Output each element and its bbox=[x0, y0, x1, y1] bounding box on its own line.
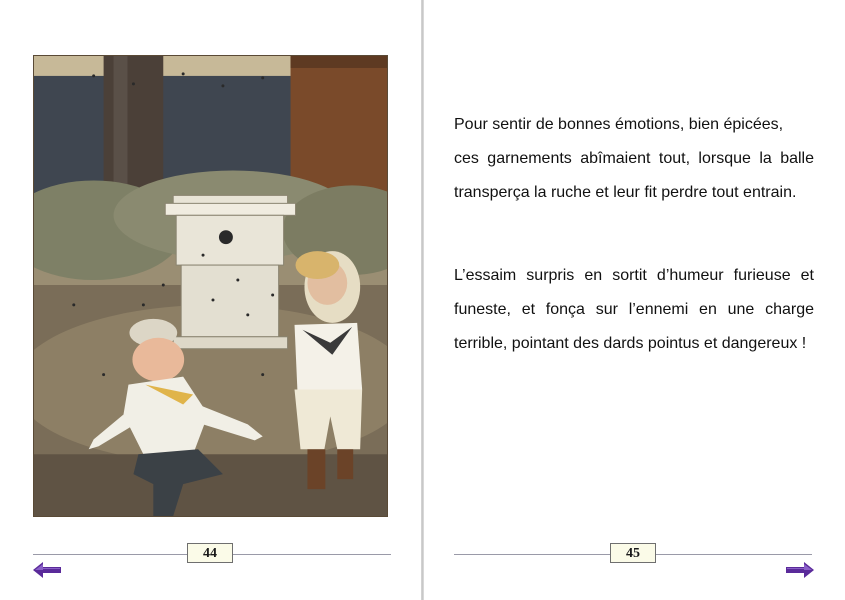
arrow-right-icon bbox=[786, 562, 814, 578]
previous-page-button[interactable] bbox=[33, 562, 61, 578]
story-illustration bbox=[33, 55, 388, 517]
left-page bbox=[0, 0, 422, 600]
next-page-button[interactable] bbox=[786, 562, 814, 578]
story-paragraph: ces garnements abîmaient tout, lorsque la balle transperça la ruche et leur fit perdre tout entrain. bbox=[454, 150, 814, 201]
right-page-number: 45 bbox=[610, 543, 656, 563]
story-text bbox=[454, 108, 814, 361]
paragraph-spacer bbox=[454, 210, 814, 259]
story-paragraph: L’essaim surpris en sortit d’humeur furieuse et funeste, et fonça sur l’ennemi en une charge terrible, pointant des dards pointus et dangereux ! bbox=[454, 267, 814, 352]
story-paragraph: Pour sentir de bonnes émotions, bien épicées, bbox=[454, 116, 784, 133]
arrow-left-icon bbox=[33, 562, 61, 578]
left-page-number: 44 bbox=[187, 543, 233, 563]
